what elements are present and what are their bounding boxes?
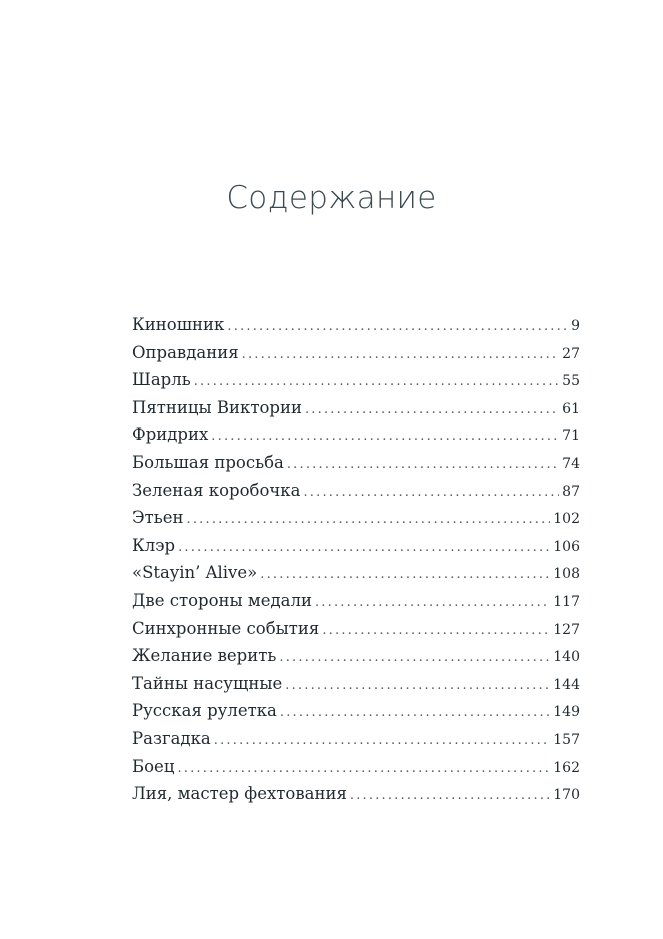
toc-entry-page: 74	[562, 455, 580, 472]
toc-dot-leader	[303, 479, 559, 507]
toc-entry	[132, 477, 580, 505]
toc-entry-page: 87	[562, 483, 580, 500]
toc-dot-leader	[242, 341, 560, 369]
toc-dot-leader	[214, 727, 551, 755]
toc-entry-page: 55	[562, 373, 580, 390]
toc-entry-title: Этьен	[132, 508, 184, 528]
page-title: Содержание	[226, 180, 437, 216]
table-of-contents	[132, 311, 580, 808]
toc-entry-title: Пятницы Виктории	[132, 397, 302, 417]
toc-entry	[132, 311, 580, 339]
toc-entry-title: «Stayin’ Alive»	[132, 563, 258, 583]
toc-entry-page: 71	[562, 428, 580, 445]
toc-entry	[132, 421, 580, 449]
toc-entry-title: Шарль	[132, 370, 191, 390]
toc-entry-page: 102	[553, 511, 580, 528]
toc-dot-leader	[194, 368, 559, 396]
toc-entry-page: 140	[553, 649, 580, 666]
toc-entry-title: Желание верить	[132, 646, 277, 666]
toc-entry-title: Русская рулетка	[132, 701, 277, 721]
toc-entry-page: 27	[562, 345, 580, 362]
toc-dot-leader	[287, 451, 559, 479]
toc-dot-leader	[279, 644, 550, 672]
toc-entry	[132, 642, 580, 670]
toc-entry	[132, 504, 580, 532]
toc-entry	[132, 697, 580, 725]
toc-entry-page: 117	[553, 593, 580, 610]
toc-entry-title: Большая просьба	[132, 452, 284, 472]
toc-entry-page: 127	[553, 621, 580, 638]
toc-entry-page: 144	[553, 676, 580, 693]
toc-entry-page: 149	[553, 704, 580, 721]
toc-entry	[132, 394, 580, 422]
toc-dot-leader	[350, 782, 550, 810]
toc-dot-leader	[227, 313, 568, 341]
toc-entry-page: 108	[553, 566, 580, 583]
toc-entry-title: Зеленая коробочка	[132, 480, 301, 500]
toc-entry-title: Две стороны медали	[132, 590, 312, 610]
toc-dot-leader	[260, 561, 550, 589]
toc-entry	[132, 559, 580, 587]
toc-entry-page: 170	[553, 787, 580, 804]
toc-entry-title: Боец	[132, 756, 175, 776]
toc-entry	[132, 587, 580, 615]
toc-entry	[132, 449, 580, 477]
toc-entry	[132, 780, 580, 808]
toc-dot-leader	[322, 617, 550, 645]
toc-dot-leader	[315, 589, 550, 617]
toc-entry-title: Лия, мастер фехтования	[132, 784, 347, 804]
toc-dot-leader	[305, 396, 559, 424]
toc-entry-title: Тайны насущные	[132, 673, 283, 693]
toc-entry-title: Клэр	[132, 535, 176, 555]
toc-entry-page: 106	[553, 538, 580, 555]
toc-entry	[132, 615, 580, 643]
toc-entry-title: Оправдания	[132, 342, 239, 362]
toc-entry	[132, 366, 580, 394]
toc-entry-page: 157	[553, 731, 580, 748]
toc-entry-title: Киношник	[132, 315, 225, 334]
toc-entry-title: Разгадка	[132, 728, 211, 748]
toc-dot-leader	[280, 699, 550, 727]
toc-entry-title: Фридрих	[132, 425, 209, 445]
toc-dot-leader	[285, 672, 550, 700]
toc-dot-leader	[178, 534, 550, 562]
toc-entry	[132, 339, 580, 367]
toc-dot-leader	[177, 755, 550, 783]
toc-entry	[132, 670, 580, 698]
toc-entry	[132, 725, 580, 753]
toc-dot-leader	[211, 423, 559, 451]
toc-dot-leader	[187, 506, 551, 534]
toc-entry-page: 61	[562, 400, 580, 417]
toc-entry-title: Синхронные события	[132, 618, 320, 638]
toc-entry	[132, 532, 580, 560]
toc-entry	[132, 753, 580, 781]
toc-entry-page: 9	[571, 318, 580, 334]
toc-entry-page: 162	[553, 759, 580, 776]
